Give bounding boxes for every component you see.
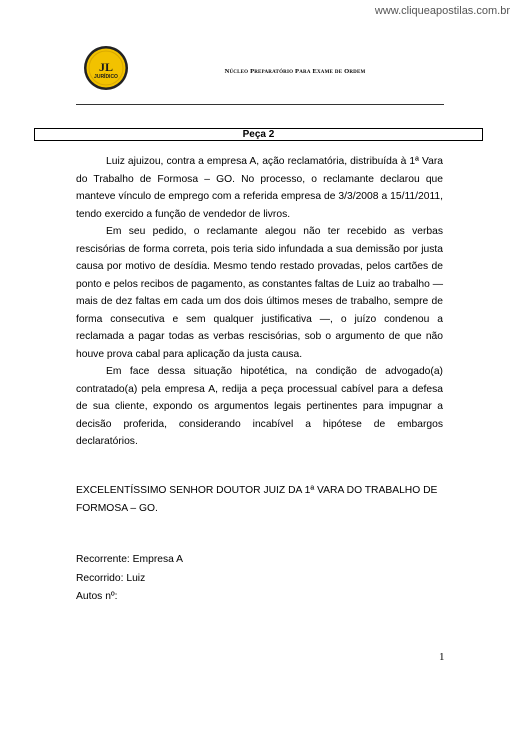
logo-emblem-icon — [83, 45, 129, 91]
parties-block — [76, 551, 376, 607]
recorrente-line: Recorrente: Empresa A — [76, 554, 184, 565]
recorrido-line: Recorrido: Luiz — [76, 572, 146, 584]
watermark-url: www.cliqueapostilas.com.br — [374, 5, 510, 17]
paragraph: Luiz ajuizou, contra a empresa A, ação reclamatória, distribuída à 1ª Vara do Trabalho de Formosa – GO. No processo, o reclamante declarou que manteve vínculo de emprego com a referida empresa de 3/3/2008 a 15/11/2011, tendo exercido a função de vendedor de livros. — [76, 156, 443, 220]
piece-title: Peça 2 — [34, 128, 483, 141]
paragraph: Em seu pedido, o reclamante alegou não ter recebido as verbas rescisórias de forma correta, pois teria sido infundada a sua demissão por justa causa por motivo de desídia. Mesmo tendo restado provadas, pelos cartões de ponto e pelos recibos de pagamento, as constantes faltas de Luiz ao trabalho — mais de dez faltas em cada um dos dois últimos meses de trabalho, sempre de forma consecutiva e sem qualquer justificativa —, o juízo condenou a reclamada a pagar todas as verbas rescisórias, sob o argumento de que não houve prova cabal para aplicação da justa causa. — [76, 226, 443, 360]
question-text — [76, 153, 443, 451]
svg-text:JURÍDICO: JURÍDICO — [94, 74, 118, 80]
header-title: Núcleo Preparatório Para Exame de Ordem — [224, 68, 366, 75]
header-divider — [76, 104, 444, 105]
autos-line: Autos nº: — [76, 591, 118, 602]
logo — [83, 45, 129, 91]
svg-text:JL: JL — [98, 60, 114, 74]
court-address: EXCELENTÍSSIMO SENHOR DOUTOR JUIZ DA 1ª VARA DO TRABALHO DE FORMOSA – GO. — [76, 485, 438, 514]
page-number: 1 — [439, 651, 445, 663]
paragraph: Em face dessa situação hipotética, na condição de advogado(a) contratado(a) pela empresa A, redija a peça processual cabível para a defesa de sua cliente, expondo os argumentos legais pertinentes para impugnar a decisão proferida, considerando incabível a hipótese de embargos declaratórios. — [76, 366, 443, 447]
